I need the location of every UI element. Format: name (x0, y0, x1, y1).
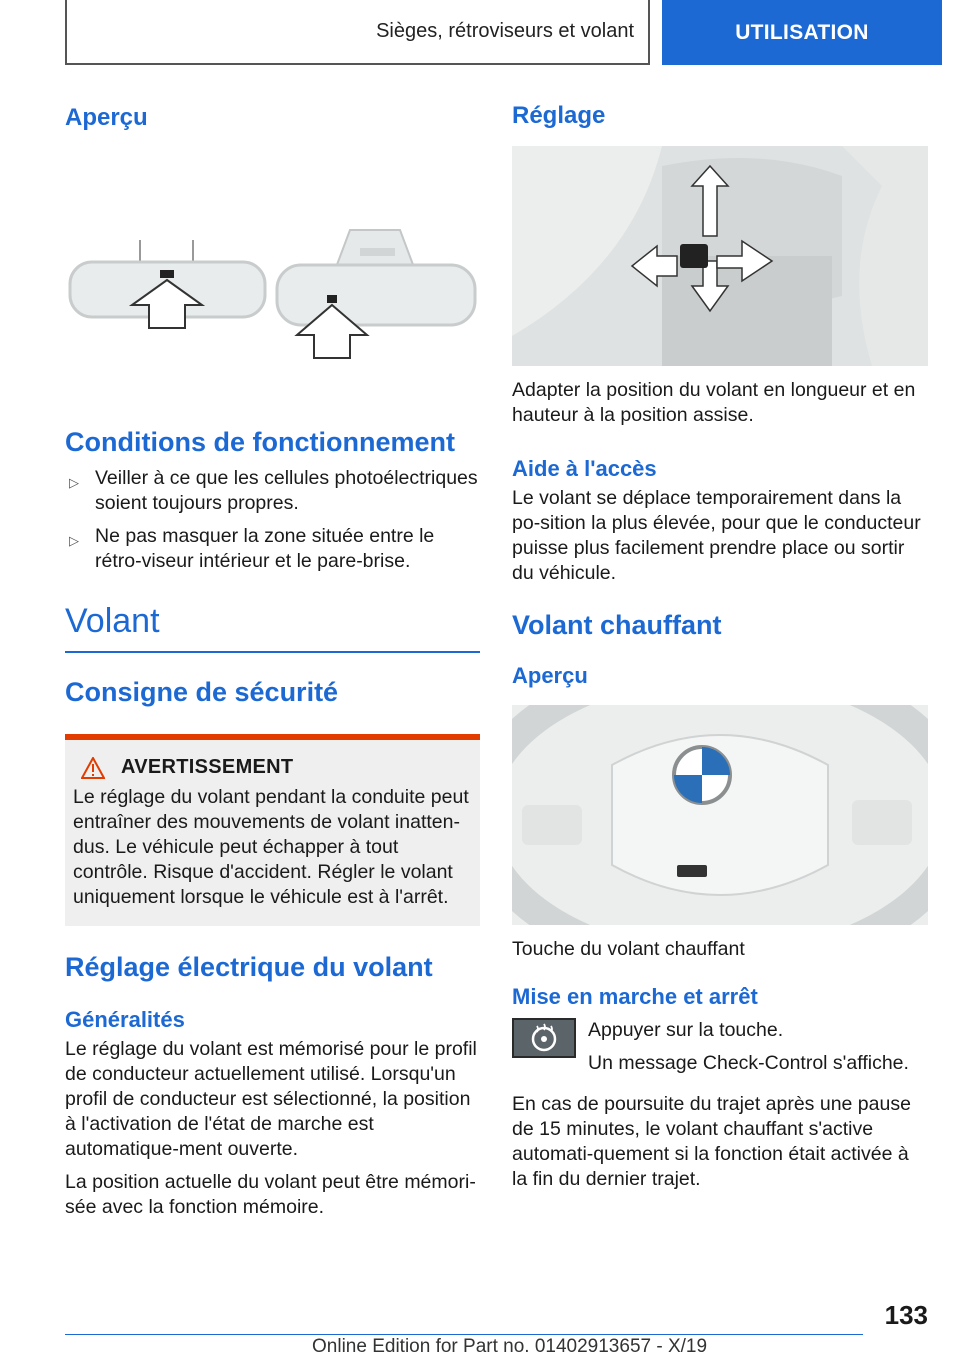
warning-text: Le réglage du volant pendant la conduite peut entraîner des mouvements de volant inatten-dus. Le véhicule peut échapper à tout contrôle. Risque d'accident. Régler le volant uniquement lorsque le véhicule est à l'arrêt. (73, 786, 469, 908)
consigne-heading: Consigne de sécurité (65, 677, 339, 707)
marche-step-2: Un message Check-Control s'affiche. (588, 1052, 909, 1074)
header-section-title (65, 0, 650, 65)
steering-wheel-figure (512, 705, 928, 925)
generalites-paragraph-1: Le réglage du volant est mémorisé pour le profil de conducteur actuellement utilisé. Lorsqu'un profil de conducteur est sélectionné, la position à l'activation de l'état de marche est automatique-ment ouverte. (65, 1038, 477, 1160)
list-item: ▷ Ne pas masquer la zone située entre le rétro-viseur intérieur et le pare-brise. (65, 524, 480, 574)
reglage-caption: Adapter la position du volant en longueur et en hauteur à la position assise. (512, 379, 916, 426)
list-item: ▷ Veiller à ce que les cellules photoélectriques soient toujours propres. (65, 466, 480, 516)
chapter-title: UTILISATION (735, 20, 869, 44)
reglage-electrique-heading: Réglage électrique du volant (65, 952, 433, 982)
marche-heading: Mise en marche et arrêt (512, 984, 758, 1009)
triangle-bullet-icon: ▷ (69, 533, 79, 548)
footer-edition: Online Edition for Part no. 01402913657 - X/19 (312, 1336, 708, 1357)
steering-wheel-illustration (512, 705, 928, 925)
volant-heading: Volant (65, 602, 160, 640)
warning-title (73, 756, 470, 779)
mirror-sensor-figure (65, 140, 480, 400)
heated-steering-wheel-button-icon[interactable] (512, 1018, 576, 1058)
aide-heading: Aide à l'accès (512, 456, 657, 481)
chauffant-caption: Touche du volant chauffant (512, 938, 745, 960)
warning-label: AVERTISSEMENT (121, 756, 294, 778)
generalites-heading: Généralités (65, 1007, 185, 1032)
footer-rule (65, 1334, 863, 1335)
heated-wheel-icon (527, 1023, 561, 1053)
page-number: 133 (884, 1300, 928, 1330)
generalites-paragraph-2: La position actuelle du volant peut être mémori-sée avec la fonction mémoire. (65, 1171, 476, 1218)
marche-steps (588, 1018, 909, 1076)
left-column (65, 100, 480, 1220)
conditions-heading: Conditions de fonctionnement (65, 427, 455, 457)
section-title: Sièges, rétroviseurs et volant (376, 20, 634, 42)
marche-paragraph: En cas de poursuite du trajet après une pause de 15 minutes, le volant chauffant s'active automati-quement si la fonction était activée à la fin du dernier trajet. (512, 1093, 911, 1190)
aide-text: Le volant se déplace temporairement dans la po-sition la plus élevée, pour que le conducteur puisse plus facilement prendre place ou sortir du véhicule. (512, 487, 921, 584)
apercu-heading: Aperçu (65, 104, 148, 131)
marche-step-row (512, 1018, 928, 1076)
steering-adjust-illustration (512, 146, 928, 366)
warning-triangle-icon (81, 757, 105, 779)
warning-box (65, 734, 480, 926)
steering-column-figure (512, 146, 928, 366)
mirror-illustration (65, 140, 480, 405)
triangle-bullet-icon: ▷ (69, 475, 79, 490)
marche-step-1: Appuyer sur la touche. (588, 1019, 784, 1041)
reglage-heading: Réglage (512, 102, 606, 129)
chauffant-apercu-heading: Aperçu (512, 663, 588, 688)
heading-rule (65, 651, 480, 653)
header-chapter-tab[interactable] (662, 0, 942, 65)
conditions-list (65, 466, 480, 574)
chauffant-heading: Volant chauffant (512, 610, 722, 640)
right-column (512, 100, 928, 1192)
